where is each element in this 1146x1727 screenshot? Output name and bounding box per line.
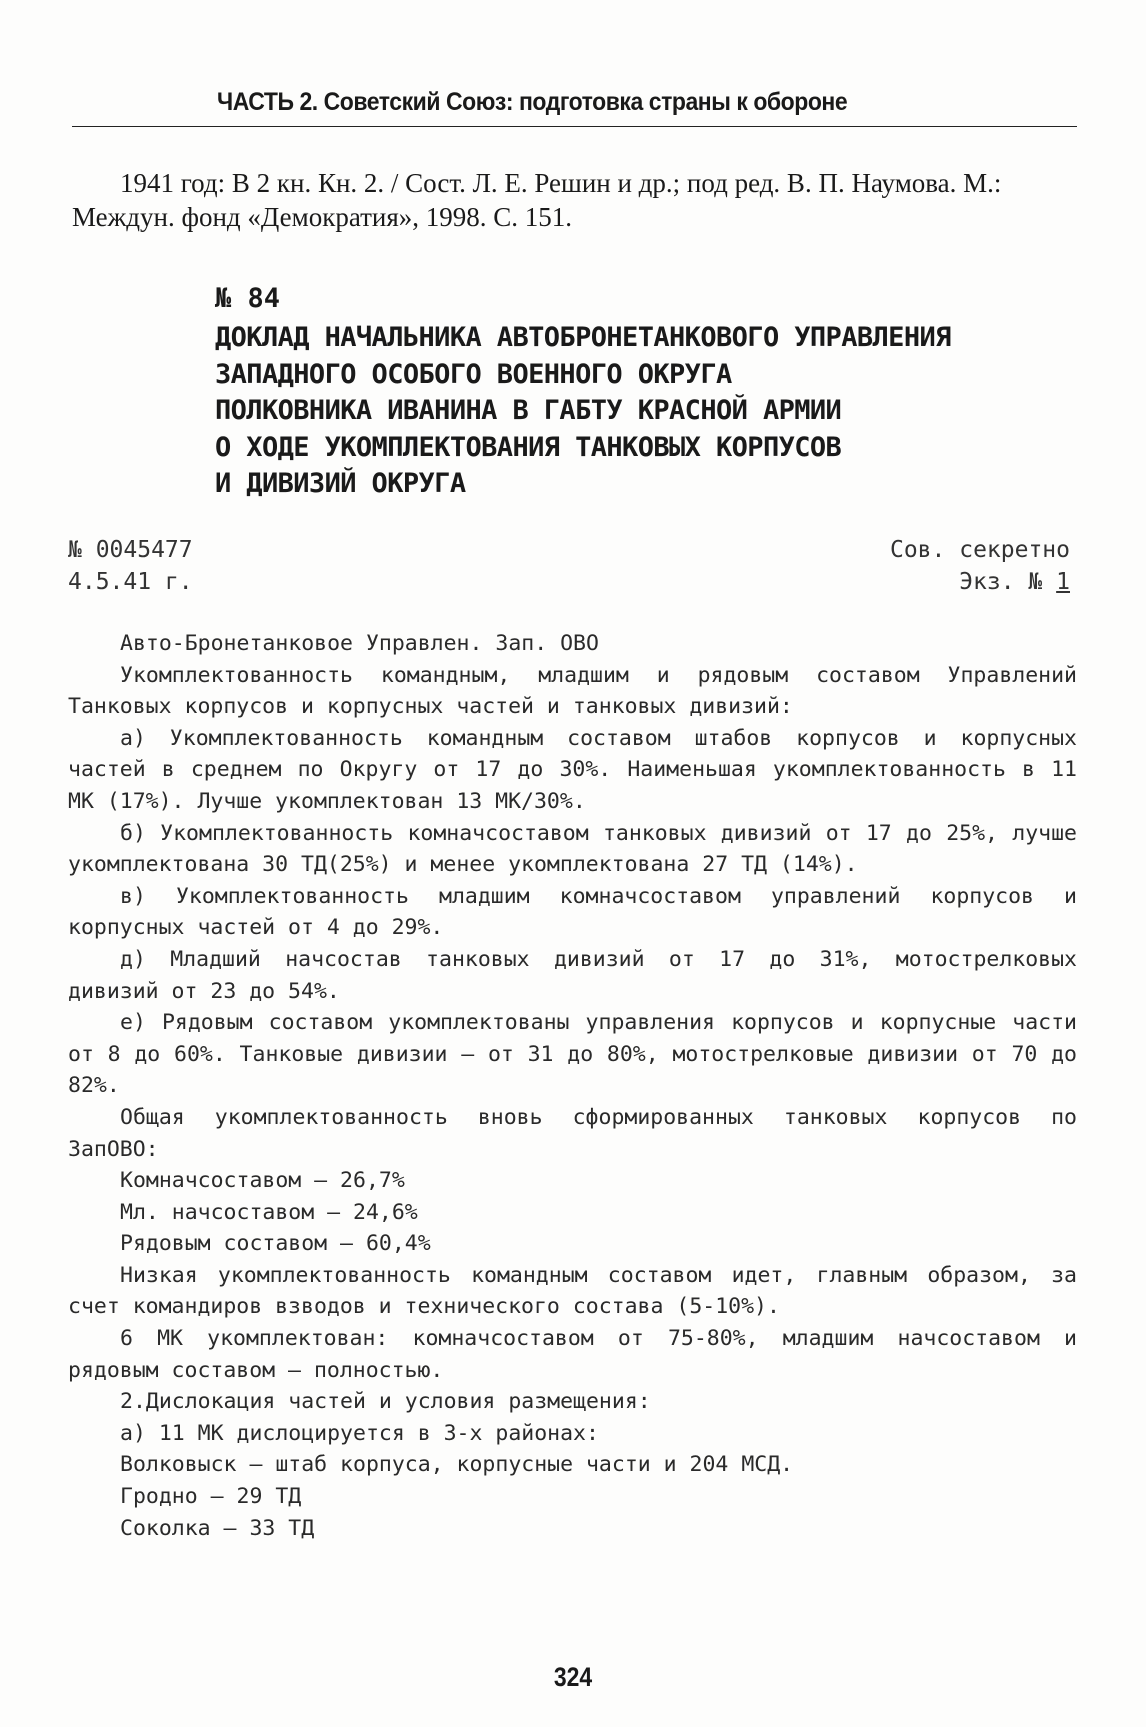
document-title	[215, 320, 1085, 503]
title-line: О ХОДЕ УКОМПЛЕКТОВАНИЯ ТАНКОВЫХ КОРПУСОВ	[215, 431, 842, 463]
body-paragraph: в) Укомплектованность младшим комначсоставом управлений корпусов и корпусных частей от 4 до 29%.	[68, 883, 1077, 941]
document-date: 4.5.41 г.	[68, 569, 193, 595]
source-citation: 1941 год: В 2 кн. Кн. 2. / Сост. Л. Е. Решин и др.; под ред. В. П. Наумова. М.: Междун. фонд «Демократия», 1998. С. 151.	[72, 168, 1002, 232]
title-line: ЗАПАДНОГО ОСОБОГО ВОЕННОГО ОКРУГА	[215, 358, 732, 390]
registration-block	[68, 534, 193, 598]
title-line: ПОЛКОВНИКА ИВАНИНА В ГАБТУ КРАСНОЙ АРМИИ	[215, 395, 842, 426]
body-paragraph: Укомплектованность командным, младшим и рядовым составом Управлений Танковых корпусов и корпусных частей и танковых дивизий:	[68, 662, 1077, 720]
body-paragraph: е) Рядовым составом укомплектованы управления корпусов и корпусные части от 8 до 60%. Танковые дивизии – от 31 до 80%, мотострелковые дивизии от 70 до 82%.	[68, 1010, 1077, 1099]
body-paragraph: Мл. начсоставом – 24,6%	[120, 1199, 418, 1225]
copy-number: 1	[1056, 569, 1070, 595]
body-paragraph: Соколка – 33 ТД	[120, 1515, 315, 1541]
body-paragraph: Гродно – 29 ТД	[120, 1484, 302, 1510]
body-paragraph: Авто-Бронетанковое Управлен. Зап. ОВО	[120, 631, 599, 656]
copy-number-line	[890, 566, 1070, 598]
body-paragraph: Общая укомплектованность вновь сформированных танковых корпусов по ЗапОВО:	[68, 1104, 1077, 1162]
classification-stamp: Сов. секретно	[889, 537, 1070, 563]
body-paragraph: Волковыск – штаб корпуса, корпусные части и 204 МСД.	[120, 1452, 794, 1478]
body-paragraph: а) 11 МК дислоцируется в 3-х районах:	[120, 1420, 599, 1446]
title-line: ДОКЛАД НАЧАЛЬНИКА АВТОБРОНЕТАНКОВОГО УПРАВЛЕНИЯ	[215, 322, 951, 353]
body-paragraph: Комначсоставом – 26,7%	[120, 1168, 405, 1194]
body-paragraph: Рядовым составом – 60,4%	[120, 1231, 431, 1257]
body-paragraph: б) Укомплектованность комначсоставом танковых дивизий от 17 до 25%, лучше укомплектована 30 ТД(25%) и менее укомплектована 27 ТД (14%).	[68, 820, 1077, 878]
body-paragraph: д) Младший начсостав танковых дивизий от 17 до 31%, мотострелковых дивизий от 23 до 54%.	[68, 946, 1077, 1004]
title-line: И ДИВИЗИЙ ОКРУГА	[215, 468, 466, 499]
document-number: № 84	[215, 283, 281, 314]
body-paragraph: Низкая укомплектованность командным составом идет, главным образом, за счет командиров взводов и технического состава (5-10%).	[68, 1262, 1077, 1320]
body-paragraph: 2.Дислокация частей и условия размещения:	[120, 1389, 651, 1415]
registration-number: № 0045477	[68, 537, 193, 563]
document-body	[68, 628, 1077, 1544]
body-paragraph: а) Укомплектованность командным составом штабов корпусов и корпусных частей в среднем по Округу от 17 до 30%. Наименьшая укомплектованность в 11 МК (17%). Лучше укомплектован 13 МК/30%.	[68, 725, 1077, 814]
classification-block	[890, 534, 1070, 598]
page-number: 324	[553, 1662, 593, 1692]
running-head: ЧАСТЬ 2. Советский Союз: подготовка страны к обороне	[217, 88, 848, 116]
copy-label: Экз. №	[959, 569, 1043, 595]
body-paragraph: 6 МК укомплектован: комначсоставом от 75-80%, младшим начсоставом и рядовым составом – полностью.	[68, 1326, 1077, 1383]
header-divider	[72, 126, 1077, 127]
